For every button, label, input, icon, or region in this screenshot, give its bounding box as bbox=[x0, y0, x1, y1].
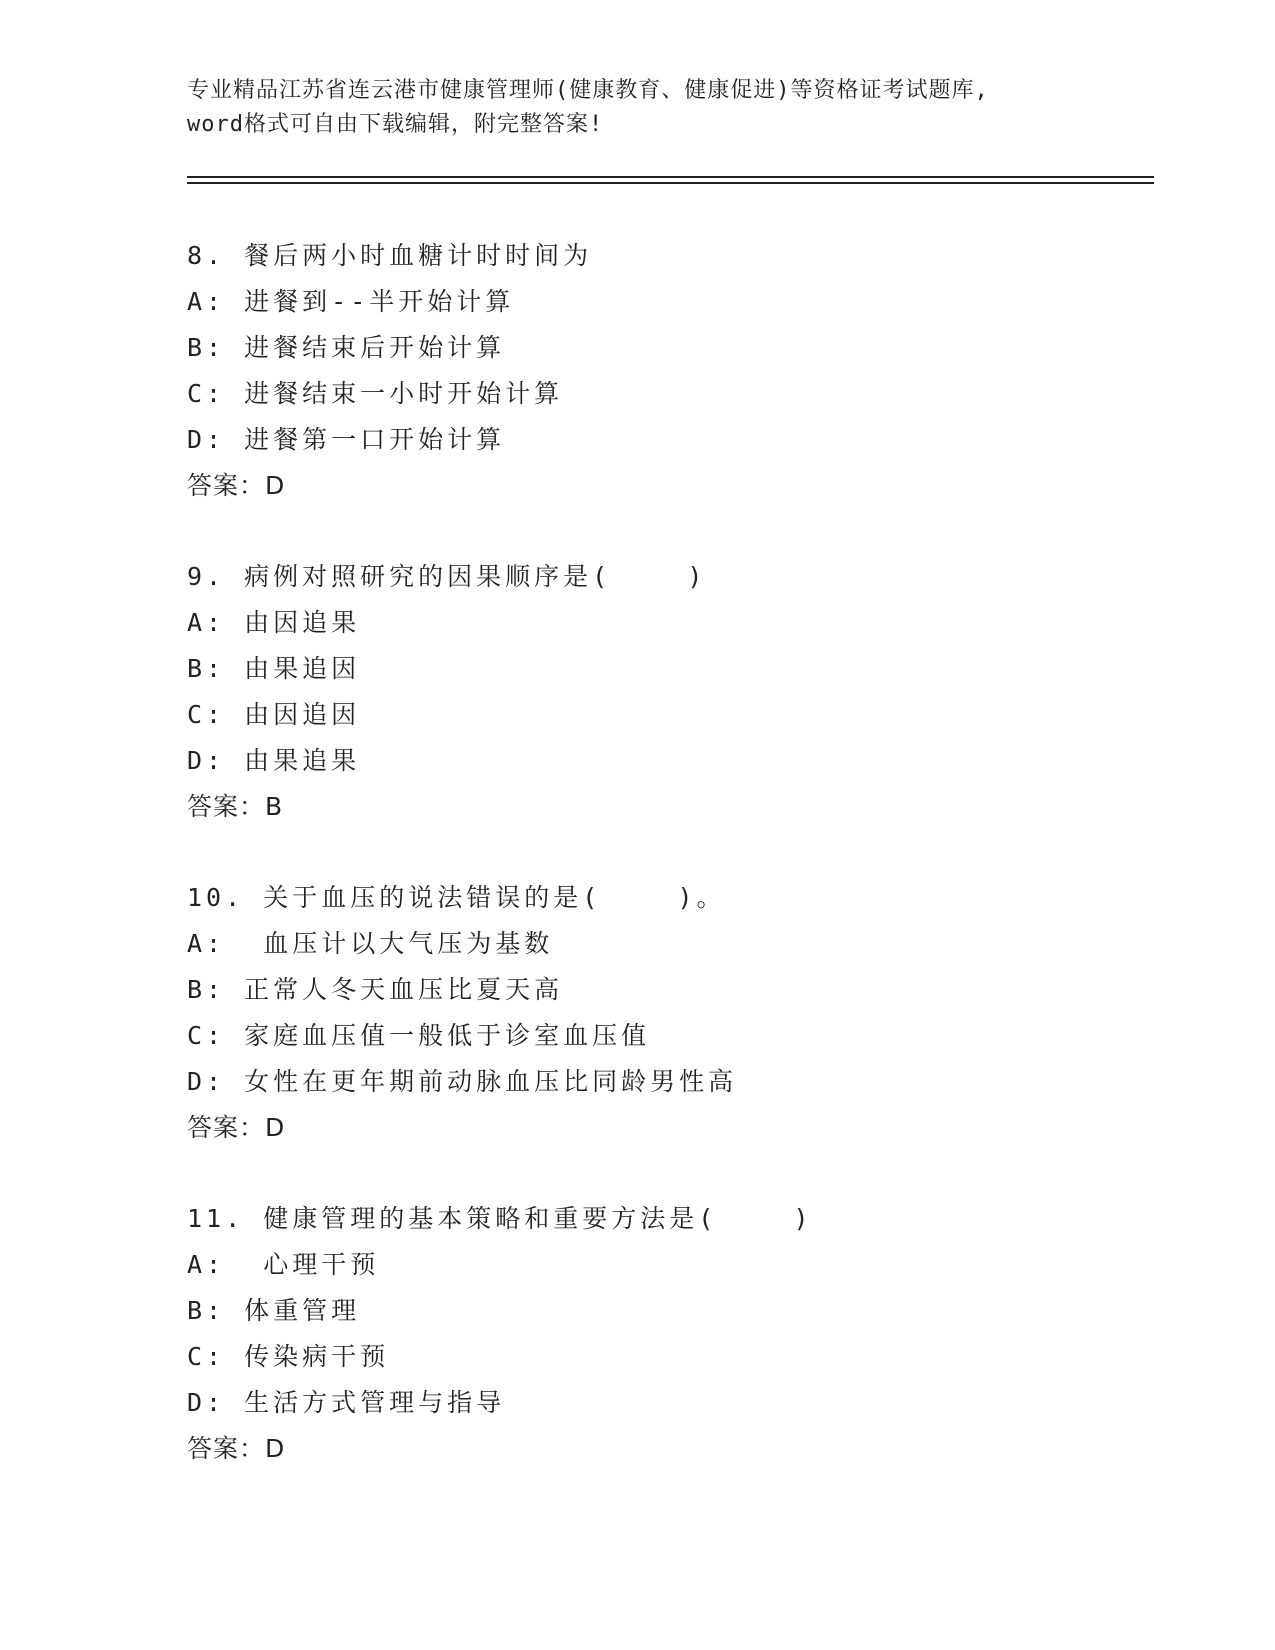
question-10 bbox=[187, 875, 1187, 1151]
document-header bbox=[187, 74, 1087, 142]
option-b: B: 由果追因 bbox=[187, 654, 361, 683]
answer-label: 答案：B bbox=[187, 792, 284, 821]
option-b: B: 正常人冬天血压比夏天高 bbox=[187, 975, 564, 1004]
option-b: B: 体重管理 bbox=[187, 1296, 361, 1325]
option-c: C: 进餐结束一小时开始计算 bbox=[187, 379, 564, 408]
option-d: D: 女性在更年期前动脉血压比同龄男性高 bbox=[187, 1067, 738, 1096]
header-divider-top bbox=[187, 176, 1154, 178]
answer-label: 答案：D bbox=[187, 471, 286, 500]
option-a: A: 由因追果 bbox=[187, 608, 361, 637]
header-line-1: 专业精品江苏省连云港市健康管理师(健康教育、健康促进)等资格证考试题库, bbox=[187, 78, 989, 103]
option-d: D: 生活方式管理与指导 bbox=[187, 1388, 506, 1417]
option-a: A: 进餐到--半开始计算 bbox=[187, 287, 515, 316]
header-divider-bottom bbox=[187, 182, 1154, 184]
question-stem: 8. 餐后两小时血糖计时时间为 bbox=[187, 241, 593, 270]
option-c: C: 由因追因 bbox=[187, 700, 361, 729]
question-stem: 9. 病例对照研究的因果顺序是( ) bbox=[187, 562, 707, 591]
option-a: A: 心理干预 bbox=[187, 1250, 380, 1279]
option-d: D: 由果追果 bbox=[187, 746, 361, 775]
question-11 bbox=[187, 1196, 1187, 1472]
option-d: D: 进餐第一口开始计算 bbox=[187, 425, 506, 454]
option-c: C: 家庭血压值一般低于诊室血压值 bbox=[187, 1021, 651, 1050]
question-8 bbox=[187, 233, 1187, 509]
question-stem: 11. 健康管理的基本策略和重要方法是( ) bbox=[187, 1204, 813, 1233]
question-9 bbox=[187, 554, 1187, 830]
answer-label: 答案：D bbox=[187, 1434, 286, 1463]
option-b: B: 进餐结束后开始计算 bbox=[187, 333, 506, 362]
option-c: C: 传染病干预 bbox=[187, 1342, 390, 1371]
header-line-2: word格式可自由下载编辑，附完整答案! bbox=[187, 112, 604, 137]
question-stem: 10. 关于血压的说法错误的是( )。 bbox=[187, 883, 726, 912]
option-a: A: 血压计以大气压为基数 bbox=[187, 929, 554, 958]
answer-label: 答案：D bbox=[187, 1113, 286, 1142]
